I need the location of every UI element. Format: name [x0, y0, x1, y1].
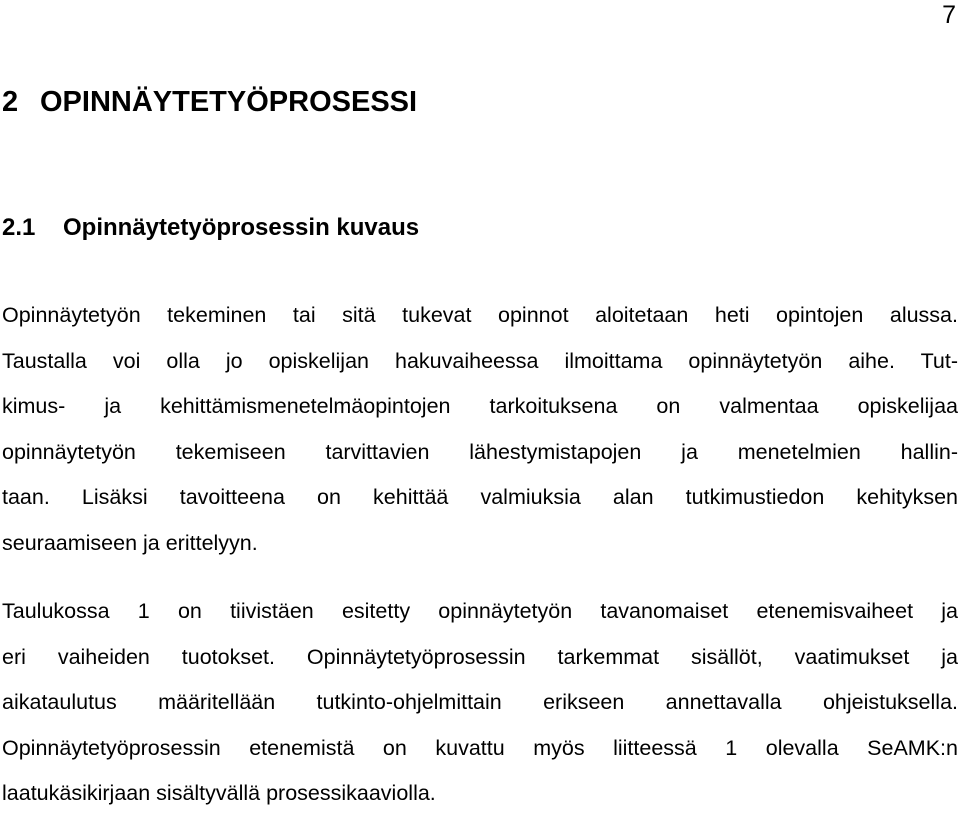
section-heading — [2, 212, 419, 244]
paragraph-line: Taustalla voi olla jo opiskelijan hakuvaiheessa ilmoittama opinnäytetyön aihe. Tut- — [2, 348, 958, 373]
paragraph-line: kimus- ja kehittämismenetelmäopintojen tarkoituksena on valmentaa opiskelijaa — [2, 394, 958, 418]
chapter-title: OPINNÄYTETYÖPROSESSI — [40, 86, 418, 118]
page-number: 7 — [942, 1, 956, 29]
body-paragraph — [2, 589, 958, 817]
section-number: 2.1 — [2, 214, 36, 241]
paragraph-line: Opinnäytetyön tekeminen tai sitä tukevat opinnot aloitetaan heti opintojen alussa. — [2, 303, 958, 327]
paragraph-line: taan. Lisäksi tavoitteena on kehittää valmiuksia alan tutkimustiedon kehityksen — [2, 485, 958, 509]
paragraph-line: opinnäytetyön tekemiseen tarvittavien lähestymistapojen ja menetelmien hallin- — [2, 439, 958, 464]
paragraph-line: Opinnäytetyöprosessin etenemistä on kuvattu myös liitteessä 1 olevalla SeAMK:n — [2, 735, 958, 760]
chapter-number: 2 — [2, 86, 19, 118]
chapter-heading — [2, 84, 417, 120]
body-paragraph — [2, 293, 958, 566]
paragraph-line: eri vaiheiden tuotokset. Opinnäytetyöprosessin tarkemmat sisällöt, vaatimukset ja — [2, 644, 958, 669]
paragraph-line: seuraamiseen ja erittelyyn. — [2, 530, 258, 555]
paragraph-line: Taulukossa 1 on tiivistäen esitetty opinnäytetyön tavanomaiset etenemisvaiheet ja — [2, 599, 958, 623]
paragraph-line: laatukäsikirjaan sisältyvällä prosessikaaviolla. — [2, 781, 436, 805]
paragraph-line: aikataulutus määritellään tutkinto-ohjelmittain erikseen annettavalla ohjeistuksella. — [2, 690, 958, 714]
section-title: Opinnäytetyöprosessin kuvaus — [63, 214, 420, 241]
